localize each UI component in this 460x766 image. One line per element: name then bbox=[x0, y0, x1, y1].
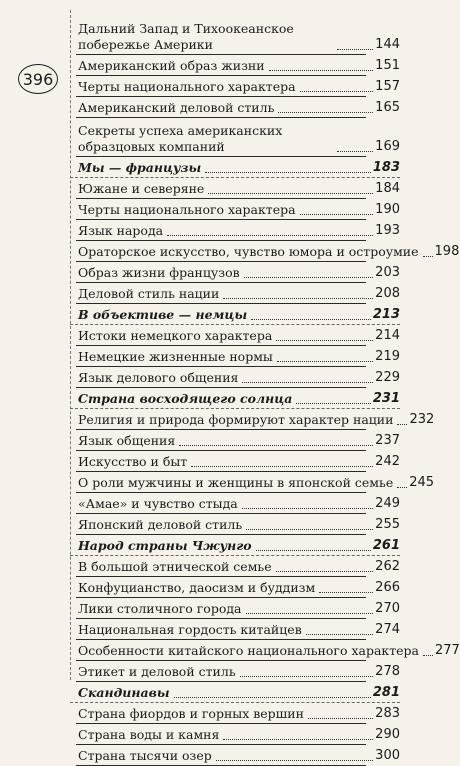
toc-section-heading[interactable] bbox=[70, 157, 400, 178]
toc-entry-title: Южане и северяне bbox=[78, 181, 205, 196]
toc-entry-title: Скандинавы bbox=[78, 685, 170, 700]
toc-entry-page: 190 bbox=[375, 202, 400, 217]
toc-entry-page: 262 bbox=[375, 559, 400, 574]
toc-entry[interactable] bbox=[70, 661, 400, 682]
toc-entry-page: 214 bbox=[375, 328, 400, 343]
dot-leader bbox=[306, 634, 373, 635]
dot-leader bbox=[205, 172, 371, 173]
toc-entry-page: 198 bbox=[434, 244, 460, 259]
toc-entry[interactable] bbox=[70, 724, 400, 745]
toc-entry-page: 213 bbox=[372, 307, 400, 322]
dot-leader bbox=[223, 298, 373, 299]
dot-leader bbox=[246, 529, 373, 530]
toc-entry-page: 203 bbox=[375, 265, 400, 280]
toc-entry-title: Истоки немецкого характера bbox=[78, 328, 273, 343]
toc-entry[interactable] bbox=[70, 262, 400, 283]
toc-entry-page: 290 bbox=[375, 727, 400, 742]
toc-entry-page: 274 bbox=[375, 622, 400, 637]
toc-entry-page: 242 bbox=[375, 454, 400, 469]
toc-entry-page: 232 bbox=[409, 412, 435, 427]
dot-leader bbox=[423, 655, 433, 656]
toc-entry[interactable] bbox=[70, 55, 400, 76]
toc-entry-page: 278 bbox=[375, 664, 400, 679]
toc-entry-page: 261 bbox=[372, 538, 400, 553]
page-number: 396 bbox=[22, 69, 54, 89]
toc-entry[interactable] bbox=[70, 577, 400, 598]
toc-entry-page: 245 bbox=[409, 475, 435, 490]
toc-entry-title: Язык общения bbox=[78, 433, 176, 448]
toc-entry[interactable] bbox=[70, 325, 400, 346]
toc-entry[interactable] bbox=[70, 619, 400, 640]
toc-entry-page: 283 bbox=[375, 706, 400, 721]
dot-leader bbox=[251, 319, 371, 320]
toc-entry[interactable] bbox=[70, 703, 400, 724]
toc-section-heading[interactable] bbox=[70, 682, 400, 703]
toc-entry-title: Особенности китайского национального характера bbox=[78, 643, 419, 658]
dot-leader bbox=[397, 424, 407, 425]
toc-entry[interactable] bbox=[70, 178, 400, 199]
toc-entry-title: Образ жизни французов bbox=[78, 265, 240, 280]
toc-entry[interactable] bbox=[70, 514, 400, 535]
dot-leader bbox=[296, 403, 370, 404]
toc-entry[interactable] bbox=[70, 556, 400, 577]
toc-entry-title: Этикет и деловой стиль bbox=[78, 664, 236, 679]
toc-entry[interactable] bbox=[70, 241, 460, 262]
toc-entry-title: Деловой стиль нации bbox=[78, 286, 220, 301]
toc-entry-page: 249 bbox=[375, 496, 400, 511]
toc-entry[interactable] bbox=[70, 409, 435, 430]
toc-entry[interactable] bbox=[70, 97, 400, 118]
toc-entry-title: «Амае» и чувство стыда bbox=[78, 496, 238, 511]
toc-entry-page: 165 bbox=[375, 100, 400, 115]
dot-leader bbox=[240, 676, 374, 677]
toc-entry-page: 266 bbox=[375, 580, 400, 595]
toc-entry-title: Язык делового общения bbox=[78, 370, 239, 385]
toc-entry[interactable] bbox=[70, 367, 400, 388]
toc-entry[interactable] bbox=[70, 76, 400, 97]
toc-entry[interactable] bbox=[70, 745, 400, 766]
toc-entry-page: 208 bbox=[375, 286, 400, 301]
toc-entry-page: 169 bbox=[375, 139, 400, 154]
table-of-contents bbox=[70, 16, 460, 766]
toc-entry[interactable] bbox=[70, 430, 400, 451]
toc-entry-page: 219 bbox=[375, 349, 400, 364]
dot-leader bbox=[216, 760, 373, 761]
toc-section-heading[interactable] bbox=[70, 535, 400, 556]
toc-entry-page: 277 bbox=[435, 643, 460, 658]
toc-entry-page: 183 bbox=[372, 160, 400, 175]
toc-entry-page: 193 bbox=[375, 223, 400, 238]
toc-entry[interactable] bbox=[70, 16, 400, 55]
toc-entry[interactable] bbox=[70, 493, 400, 514]
toc-entry-title: О роли мужчины и женщины в японской семье bbox=[78, 475, 394, 490]
toc-entry-title: Страна восходящего солнца bbox=[78, 391, 293, 406]
toc-entry-page: 270 bbox=[375, 601, 400, 616]
toc-entry-title: Религия и природа формируют характер нации bbox=[78, 412, 394, 427]
dot-leader bbox=[242, 382, 373, 383]
dot-leader bbox=[174, 697, 371, 698]
dot-leader bbox=[300, 91, 374, 92]
toc-entry-page: 157 bbox=[375, 79, 400, 94]
dot-leader bbox=[276, 340, 373, 341]
dot-leader bbox=[179, 445, 373, 446]
toc-entry[interactable] bbox=[70, 451, 400, 472]
dot-leader bbox=[319, 592, 373, 593]
dot-leader bbox=[308, 718, 373, 719]
toc-entry-title: Мы — французы bbox=[78, 160, 202, 175]
page-number-badge bbox=[18, 64, 58, 94]
toc-entry-title: Секреты успеха американских образцовых компаний bbox=[78, 123, 283, 154]
dot-leader bbox=[242, 508, 373, 509]
toc-entry-title: В большой этнической семье bbox=[78, 559, 272, 574]
toc-entry-page: 237 bbox=[375, 433, 400, 448]
dot-leader bbox=[397, 487, 407, 488]
dot-leader bbox=[337, 151, 373, 152]
dot-leader bbox=[423, 256, 433, 257]
toc-entry-title: Дальний Запад и Тихоокеанское побережье Америки bbox=[78, 21, 294, 52]
toc-section-heading[interactable] bbox=[70, 388, 400, 409]
toc-entry-title: Черты национального характера bbox=[78, 79, 296, 94]
toc-entry-title: Страна тысячи озер bbox=[78, 748, 212, 763]
toc-entry-title: Страна воды и камня bbox=[78, 727, 220, 742]
toc-entry-page: 144 bbox=[375, 37, 400, 52]
toc-entry-page: 151 bbox=[375, 58, 400, 73]
toc-entry[interactable] bbox=[70, 118, 400, 157]
toc-entry-title: Конфуцианство, даосизм и буддизм bbox=[78, 580, 316, 595]
dot-leader bbox=[269, 70, 374, 71]
toc-entry-page: 184 bbox=[375, 181, 400, 196]
toc-entry-title: Американский образ жизни bbox=[78, 58, 265, 73]
dot-leader bbox=[256, 550, 371, 551]
toc-entry[interactable] bbox=[70, 199, 400, 220]
toc-entry-title: Национальная гордость китайцев bbox=[78, 622, 302, 637]
toc-entry-title: Искусство и быт bbox=[78, 454, 188, 469]
toc-entry-title: Американский деловой стиль bbox=[78, 100, 275, 115]
toc-section-heading[interactable] bbox=[70, 304, 400, 325]
toc-entry-title: Японский деловой стиль bbox=[78, 517, 243, 532]
toc-entry-title: В объективе — немцы bbox=[78, 307, 248, 322]
dot-leader bbox=[300, 214, 374, 215]
dot-leader bbox=[191, 466, 373, 467]
toc-entry-title: Народ страны Чжунго bbox=[78, 538, 252, 553]
dot-leader bbox=[244, 277, 374, 278]
dot-leader bbox=[167, 235, 373, 236]
dot-leader bbox=[223, 739, 373, 740]
toc-entry[interactable] bbox=[70, 598, 400, 619]
toc-entry-title: Страна фиордов и горных вершин bbox=[78, 706, 304, 721]
toc-entry-page: 229 bbox=[375, 370, 400, 385]
toc-entry-title: Язык народа bbox=[78, 223, 164, 238]
dot-leader bbox=[208, 193, 373, 194]
dot-leader bbox=[276, 571, 374, 572]
toc-entry-title: Черты национального характера bbox=[78, 202, 296, 217]
dot-leader bbox=[278, 112, 373, 113]
toc-entry[interactable] bbox=[70, 346, 400, 367]
toc-entry-title: Ораторское искусство, чувство юмора и остроумие bbox=[78, 244, 419, 259]
toc-entry[interactable] bbox=[70, 283, 400, 304]
toc-entry-page: 281 bbox=[372, 685, 400, 700]
toc-entry[interactable] bbox=[70, 640, 460, 661]
toc-entry-page: 231 bbox=[372, 391, 400, 406]
dot-leader bbox=[246, 613, 374, 614]
toc-entry-title: Немецкие жизненные нормы bbox=[78, 349, 273, 364]
dot-leader bbox=[337, 49, 373, 50]
toc-entry[interactable] bbox=[70, 220, 400, 241]
toc-entry-page: 255 bbox=[375, 517, 400, 532]
dot-leader bbox=[277, 361, 373, 362]
toc-entry-title: Лики столичного города bbox=[78, 601, 242, 616]
toc-entry[interactable] bbox=[70, 472, 435, 493]
toc-entry-page: 300 bbox=[375, 748, 400, 763]
